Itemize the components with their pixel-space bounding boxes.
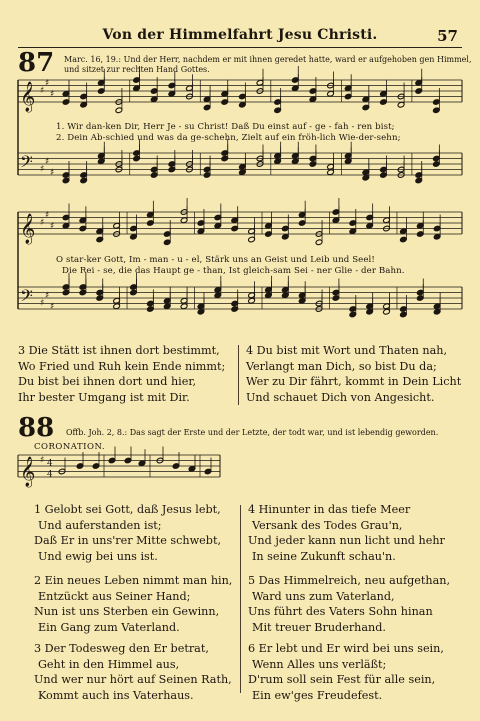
sharp-sign: ♯ [45,291,50,301]
sharp-sign: ♯ [45,157,50,167]
hymn-87-system-1-lyric-2: 2. Dein Ab-schied und was da ge-schehn, Zielt auf ein fröh-lich Wie-der-sehn; [56,133,401,143]
hymn-88-stanza-6: 6 Er lebt und Er wird bei uns sein, Wenn Alles uns verläßt; D'rum soll sein Fest für alle sein, Ein ew'ges Freudefest. [248,642,444,702]
hymn-88-stanza-4: 4 Hinunter in das tiefe Meer Versank des Todes Grau'n, Und jeder kann nun licht und hehr In seine Zukunft schau'n. [248,503,445,563]
treble-clef: 𝄞 [20,457,36,487]
hymn-87-stanza-3: 3 Die Stätt ist ihnen dort bestimmt, Wo Fried und Ruh kein Ende nimmt; Du bist bei ihnen dort und hier, Ihr bester Umgang ist mit Dir. [18,344,226,404]
column-divider [238,345,239,405]
sharp-sign: ♯ [45,78,50,89]
bass-clef: 𝄢 [20,151,33,176]
sharp-sign: ♯ [50,168,55,178]
tune-name: CORONATION. [34,442,106,452]
sharp-sign: ♯ [50,221,55,232]
hymn-88-stanza-5: 5 Das Himmelreich, neu aufgethan, Ward uns zum Vaterland, Uns führt des Vaters Sohn hinan Mit treuer Bruderhand. [248,574,451,634]
hymn-87-stanza-4: 4 Du bist mit Wort und Thaten nah, Verlangt man Dich, so bist Du da; Wer zu Dir fährt, kommt in Dein Licht Und schauet Dich von Angesicht. [246,344,462,404]
sharp-sign: ♯ [40,164,45,175]
hymn-87-scripture-line-2: und sitzet zur rechten Hand Gottes. [64,65,210,74]
hymn-87-number: 87 [18,48,55,78]
sharp-sign: ♯ [40,86,45,96]
sharp-sign: ♯ [40,298,45,309]
time-signature: 4 [47,459,53,469]
bass-clef: 𝄢 [20,285,33,310]
column-divider [240,505,241,693]
page-title: Von der Himmelfahrt Jesu Christi. [102,27,378,43]
hymn-88-number: 88 [18,413,55,443]
sharp-sign: ♯ [45,210,50,221]
treble-clef: 𝄞 [20,214,36,244]
sharp-sign: ♯ [50,89,55,100]
page-number: 57 [437,27,458,45]
hymn-87-scripture-line-1: Marc. 16, 19.: Und der Herr, nachdem er mit ihnen geredet hatte, ward er aufgehoben gen Himmel, [64,55,472,64]
treble-clef: 𝄞 [20,82,36,112]
hymn-87-system-2-lyric-2: Die Rei - se, die das Haupt ge - than, Ist gleich-sam Sei - ner Glie - der Bahn. [62,266,405,276]
sharp-sign: ♯ [40,455,45,466]
hymn-87-system-1-lyric-1: 1. Wir dan-ken Dir, Herr Je - su Christ! Daß Du einst auf - ge - fah - ren bist; [56,122,395,132]
sharp-sign: ♯ [50,302,55,312]
hymn-87-system-2-lyric-1: O star-ker Gott, Im - man - u - el, Stärk uns an Geist und Leib und Seel! [56,255,375,265]
sharp-sign: ♯ [40,218,45,228]
hymn-88-stanza-2: 2 Ein neues Leben nimmt man hin, Entzückt aus Seiner Hand; Nun ist uns Sterben ein Gewinn, Ein Gang zum Vaterland. [34,574,233,634]
hymn-88-stanza-3: 3 Der Todesweg den Er betrat, Geht in den Himmel aus, Und wer nur hört auf Seinen Rath, Kommt auch ins Vaterhaus. [34,642,232,702]
hymn-88-stanza-1: 1 Gelobt sei Gott, daß Jesus lebt, Und auferstanden ist; Daß Er in uns'rer Mitte schwebt, Und ewig bei uns ist. [34,503,222,563]
hymn-88-scripture: Offb. Joh. 2, 8.: Das sagt der Erste und der Letzte, der todt war, und ist lebendig geworden. [66,428,439,437]
time-signature: 4 [47,470,53,480]
